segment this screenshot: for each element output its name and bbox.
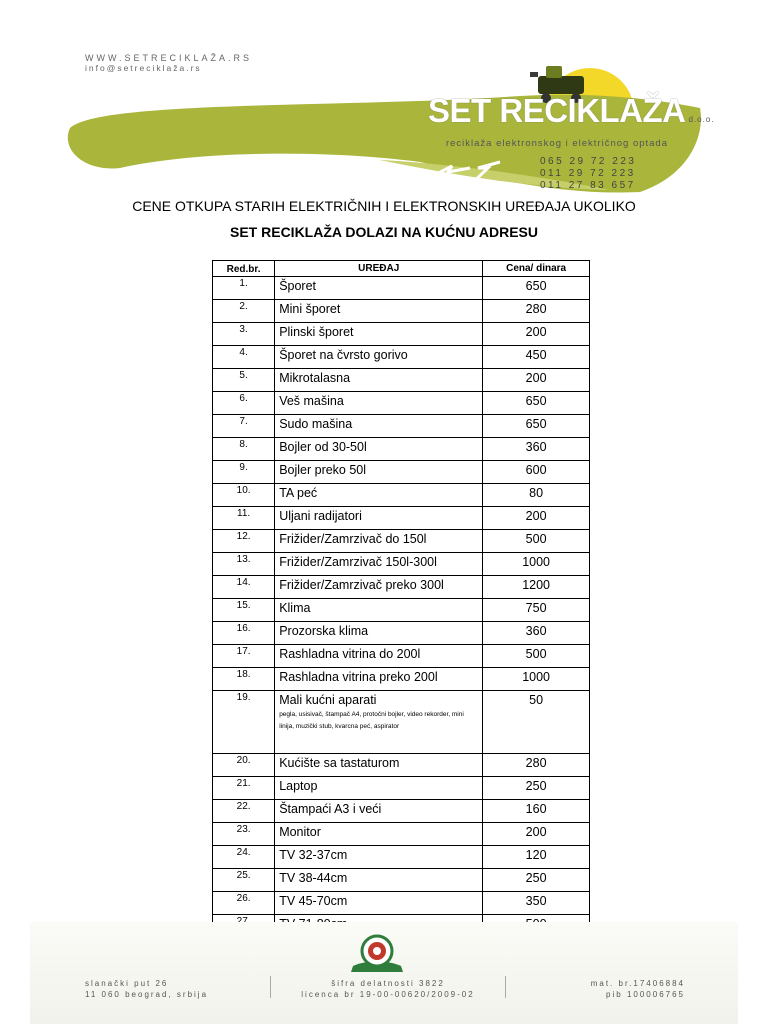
column-header-price: Cena/ dinara — [483, 261, 590, 277]
column-header-number: Red.br. — [213, 261, 275, 277]
device-name-cell — [275, 823, 483, 846]
address-line: slanački put 26 — [85, 979, 169, 988]
device-name: Bojler od 30-50l — [279, 440, 367, 454]
row-number: 4. — [213, 346, 275, 369]
device-name: Mini šporet — [279, 302, 341, 316]
device-name: Šporet — [279, 279, 317, 293]
footer-divider — [505, 976, 506, 998]
device-name-cell — [275, 668, 483, 691]
price-value: 1000 — [483, 553, 590, 576]
device-name-cell — [275, 415, 483, 438]
device-name-cell — [275, 484, 483, 507]
price-value: 350 — [483, 892, 590, 915]
price-value: 250 — [483, 869, 590, 892]
table-row — [213, 599, 590, 622]
price-value: 750 — [483, 599, 590, 622]
table-row — [213, 892, 590, 915]
device-name: Uljani radijatori — [279, 509, 362, 523]
device-name: TA peć — [279, 486, 318, 500]
device-name: Klima — [279, 601, 311, 615]
row-number: 8. — [213, 438, 275, 461]
row-number: 19. — [213, 691, 275, 754]
device-name-cell — [275, 754, 483, 777]
address-line: 11 060 beograd, srbija — [85, 990, 209, 999]
device-name-cell — [275, 553, 483, 576]
row-number: 22. — [213, 800, 275, 823]
row-number: 25. — [213, 869, 275, 892]
row-number: 11. — [213, 507, 275, 530]
device-note: pegla, usisivač, štampač A4, protočni bojler, video rekorder, mini linija, muzički stub, kvarcna peć, aspirator — [279, 711, 464, 730]
price-value: 360 — [483, 622, 590, 645]
table-row — [213, 438, 590, 461]
activity-code: šifra delatnosti 3822 — [331, 979, 445, 988]
device-name-cell — [275, 346, 483, 369]
table-row — [213, 392, 590, 415]
row-number: 1. — [213, 277, 275, 300]
table-row — [213, 553, 590, 576]
email-link[interactable]: info@setreciklaža.rs — [85, 63, 202, 73]
price-value: 80 — [483, 484, 590, 507]
document-title: CENE OTKUPA STARIH ELEKTRIČNIH I ELEKTRONSKIH UREĐAJA UKOLIKO — [132, 198, 636, 214]
price-value: 200 — [483, 369, 590, 392]
device-name: Mali kućni aparati — [279, 693, 377, 707]
price-value: 1000 — [483, 668, 590, 691]
letterhead — [0, 0, 768, 200]
row-number: 21. — [213, 777, 275, 800]
table-row — [213, 800, 590, 823]
table-row — [213, 869, 590, 892]
device-name-cell — [275, 392, 483, 415]
table-row — [213, 754, 590, 777]
device-name: TV 38-44cm — [279, 871, 348, 885]
price-value: 50 — [483, 691, 590, 754]
table-row — [213, 369, 590, 392]
brand-logo — [428, 92, 715, 130]
phone-number: 011 29 72 223 — [540, 168, 636, 179]
price-value: 650 — [483, 277, 590, 300]
price-value: 360 — [483, 438, 590, 461]
row-number: 15. — [213, 599, 275, 622]
device-name: Rashladna vitrina do 200l — [279, 647, 421, 661]
device-name: Štampaći A3 i veći — [279, 802, 382, 816]
table-header-row — [213, 261, 590, 277]
table-row — [213, 415, 590, 438]
price-table — [212, 260, 590, 961]
document-subtitle: SET RECIKLAŽA DOLAZI NA KUĆNU ADRESU — [230, 224, 538, 240]
certification-seal-icon — [345, 932, 409, 974]
table-row — [213, 622, 590, 645]
price-value: 200 — [483, 507, 590, 530]
row-number: 3. — [213, 323, 275, 346]
device-name: Sudo mašina — [279, 417, 353, 431]
device-name: TV 45-70cm — [279, 894, 348, 908]
footer-address — [85, 978, 208, 1000]
device-name: Kućište sa tastaturom — [279, 756, 400, 770]
device-name-cell — [275, 576, 483, 599]
brand-name: SET RECIKLAŽA — [428, 92, 686, 129]
price-value: 650 — [483, 392, 590, 415]
price-value: 200 — [483, 323, 590, 346]
price-value: 250 — [483, 777, 590, 800]
price-value: 650 — [483, 415, 590, 438]
device-name-cell — [275, 846, 483, 869]
price-value: 200 — [483, 823, 590, 846]
table-row — [213, 576, 590, 599]
footer-divider — [270, 976, 271, 998]
row-number: 23. — [213, 823, 275, 846]
column-header-device: UREĐAJ — [275, 261, 483, 277]
price-value: 1200 — [483, 576, 590, 599]
row-number: 24. — [213, 846, 275, 869]
device-name-cell — [275, 530, 483, 553]
price-value: 500 — [483, 645, 590, 668]
row-number: 20. — [213, 754, 275, 777]
row-number: 18. — [213, 668, 275, 691]
price-value: 160 — [483, 800, 590, 823]
device-name: Šporet na čvrsto gorivo — [279, 348, 408, 362]
phone-list — [540, 156, 636, 192]
row-number: 5. — [213, 369, 275, 392]
device-name: Frižider/Zamrzivač 150l-300l — [279, 555, 437, 569]
device-name: Plinski šporet — [279, 325, 354, 339]
device-name-cell — [275, 507, 483, 530]
registration-number: mat. br.17406884 — [590, 979, 685, 988]
row-number: 10. — [213, 484, 275, 507]
website-block — [85, 53, 252, 73]
table-row — [213, 461, 590, 484]
row-number: 16. — [213, 622, 275, 645]
device-name-cell — [275, 599, 483, 622]
license-number: licenca br 19-00-00620/2009-02 — [301, 990, 475, 999]
table-row — [213, 691, 590, 754]
row-number: 2. — [213, 300, 275, 323]
brand-suffix: d.o.o. — [688, 115, 715, 124]
table-row — [213, 823, 590, 846]
table-row — [213, 484, 590, 507]
table-row — [213, 645, 590, 668]
phone-number: 065 29 72 223 — [540, 156, 637, 167]
table-row — [213, 668, 590, 691]
row-number: 17. — [213, 645, 275, 668]
price-value: 600 — [483, 461, 590, 484]
row-number: 26. — [213, 892, 275, 915]
device-name: Bojler preko 50l — [279, 463, 367, 477]
device-name: Frižider/Zamrzivač do 150l — [279, 532, 427, 546]
device-name-cell — [275, 892, 483, 915]
device-name: Prozorska klima — [279, 624, 369, 638]
price-value: 450 — [483, 346, 590, 369]
table-row — [213, 846, 590, 869]
device-name-cell — [275, 869, 483, 892]
row-number: 9. — [213, 461, 275, 484]
device-name: Veš mašina — [279, 394, 344, 408]
footer-license — [288, 978, 488, 1000]
table-row — [213, 300, 590, 323]
device-name: Laptop — [279, 779, 318, 793]
device-name-cell — [275, 622, 483, 645]
device-name-cell — [275, 369, 483, 392]
device-name-cell — [275, 777, 483, 800]
row-number: 7. — [213, 415, 275, 438]
device-name-cell — [275, 323, 483, 346]
device-name-cell — [275, 461, 483, 484]
table-row — [213, 530, 590, 553]
device-name-cell — [275, 645, 483, 668]
row-number: 6. — [213, 392, 275, 415]
row-number: 12. — [213, 530, 275, 553]
price-value: 120 — [483, 846, 590, 869]
table-row — [213, 346, 590, 369]
device-name: Monitor — [279, 825, 321, 839]
device-name: Rashladna vitrina preko 200l — [279, 670, 438, 684]
device-name-cell — [275, 438, 483, 461]
device-name-cell — [275, 277, 483, 300]
device-name: TV 32-37cm — [279, 848, 348, 862]
row-number: 13. — [213, 553, 275, 576]
footer-registration — [545, 978, 685, 1000]
device-name: Mikrotalasna — [279, 371, 351, 385]
device-name: Frižider/Zamrzivač preko 300l — [279, 578, 444, 592]
price-value: 500 — [483, 530, 590, 553]
table-row — [213, 323, 590, 346]
phone-number: 011 27 83 657 — [540, 180, 636, 191]
device-name-cell — [275, 691, 483, 754]
row-number: 14. — [213, 576, 275, 599]
website-link[interactable]: WWW.SETRECIKLAŽA.RS — [85, 53, 253, 63]
price-value: 280 — [483, 300, 590, 323]
table-row — [213, 777, 590, 800]
brand-tagline: reciklaža elektronskog i električnog optada — [445, 138, 668, 149]
price-value: 280 — [483, 754, 590, 777]
table-row — [213, 507, 590, 530]
device-name-cell — [275, 300, 483, 323]
table-row — [213, 277, 590, 300]
device-name-cell — [275, 800, 483, 823]
tax-id: pib 100006765 — [606, 990, 685, 999]
